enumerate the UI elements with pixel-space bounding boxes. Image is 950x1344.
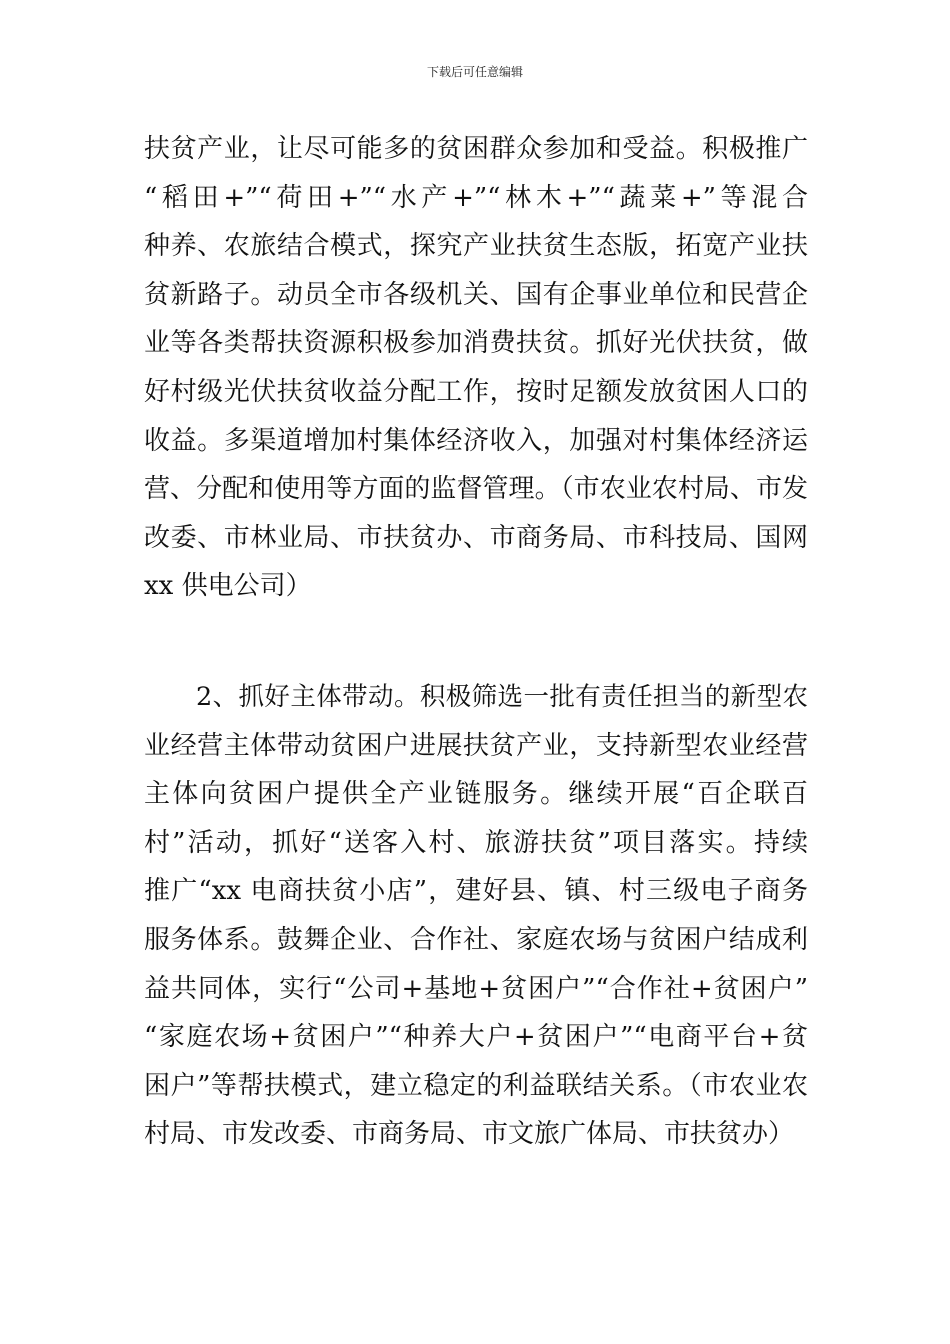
- text-line: 收益。多渠道增加村集体经济收入，加强对村集体经济运: [144, 425, 808, 456]
- text-line: 推广“xx 电商扶贫小店”，建好县、镇、村三级电子商务: [144, 876, 808, 907]
- text-line: 2、抓好主体带动。积极筛选一批有责任担当的新型农: [196, 682, 808, 712]
- text-line: 营、分配和使用等方面的监督管理。（市农业农村局、市发: [144, 474, 808, 505]
- text-line: xx 供电公司）: [144, 571, 312, 602]
- paragraph-1: [144, 125, 808, 611]
- text-line: 村”活动，抓好“送客入村、旅游扶贫”项目落实。持续: [144, 827, 808, 858]
- text-line: “稻田+”“荷田+”“水产+”“林木+”“蔬菜+”等混合: [144, 182, 808, 213]
- page-header: 下载后可任意编辑: [426, 65, 523, 79]
- text-line: “家庭农场+贫困户”“种养大户+贫困户”“电商平台+贫: [144, 1022, 808, 1053]
- text-line: 业等各类帮扶资源积极参加消费扶贫。抓好光伏扶贫，做: [144, 328, 808, 359]
- text-line: 贫新路子。动员全市各级机关、国有企事业单位和民营企: [144, 279, 808, 310]
- text-line: 扶贫产业，让尽可能多的贫困群众参加和受益。积极推广: [144, 134, 808, 164]
- text-line: 改委、市林业局、市扶贫办、市商务局、市科技局、国网: [144, 522, 808, 553]
- text-line: 服务体系。鼓舞企业、合作社、家庭农场与贫困户结成利: [144, 924, 808, 955]
- text-line: 好村级光伏扶贫收益分配工作，按时足额发放贫困人口的: [144, 376, 808, 407]
- paragraph-2: [144, 673, 808, 1159]
- text-line: 种养、农旅结合模式，探究产业扶贫生态版，拓宽产业扶: [144, 231, 808, 262]
- text-line: 主体向贫困户提供全产业链服务。继续开展“百企联百: [144, 779, 808, 810]
- text-line: 益共同体，实行“公司+基地+贫困户”“合作社+贫困户”: [144, 973, 808, 1004]
- text-line: 村局、市发改委、市商务局、市文旅广体局、市扶贫办）: [144, 1119, 795, 1150]
- text-line: 业经营主体带动贫困户进展扶贫产业，支持新型农业经营: [144, 730, 808, 761]
- text-line: 困户”等帮扶模式，建立稳定的利益联结关系。（市农业农: [144, 1070, 808, 1101]
